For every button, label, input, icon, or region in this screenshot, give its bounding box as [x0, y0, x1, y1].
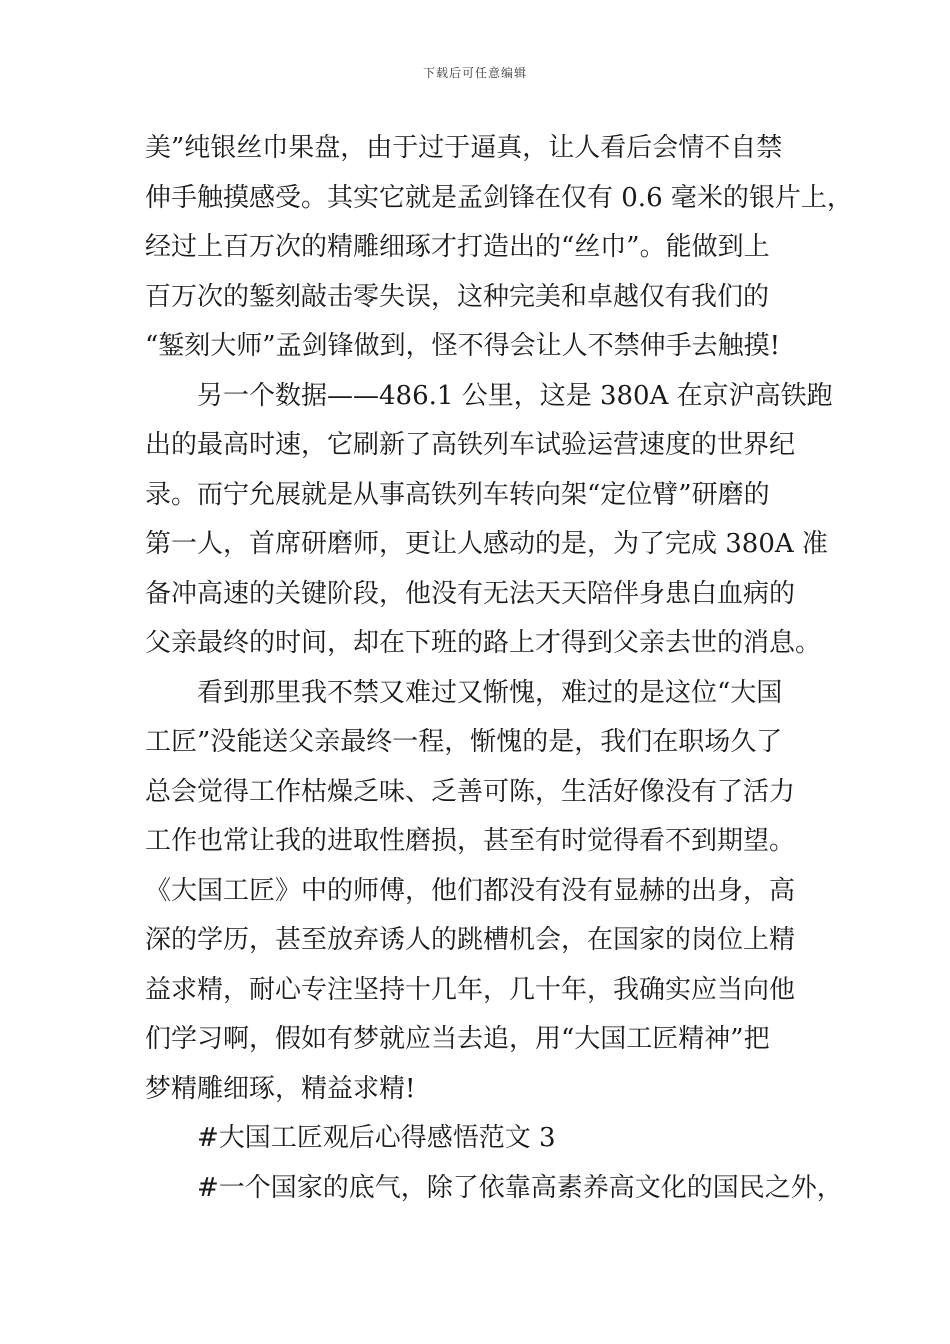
text-line: 益求精，耐心专注坚持十几年，几十年，我确实应当向他 — [145, 974, 796, 1005]
text-line: 经过上百万次的精雕细琢才打造出的“丝巾”。能做到上 — [145, 232, 770, 262]
paragraph-first-line: 另一个数据——486.1 公里，这是 380A 在京沪高铁跑 — [197, 380, 833, 411]
text-line: 们学习啊，假如有梦就应当去追，用“大国工匠精神”把 — [145, 1024, 770, 1054]
paragraph-first-line: #一个国家的底气，除了依靠高素养高文化的国民之外， — [197, 1172, 843, 1203]
text-line: 备冲高速的关键阶段，他没有无法天天陪伴身患白血病的 — [145, 578, 796, 609]
section-heading: #大国工匠观后心得感悟范文 3 — [197, 1123, 556, 1153]
text-line: 出的最高时速，它刷新了高铁列车试验运营速度的世界纪 — [145, 430, 796, 460]
text-line: 录。而宁允展就是从事高铁列车转向架“定位臂”研磨的 — [145, 479, 770, 510]
text-line: 百万次的錾刻敲击零失误，这种完美和卓越仅有我们的 — [145, 281, 770, 312]
text-line: 总会觉得工作枯燥乏味、乏善可陈，生活好像没有了活力 — [145, 776, 796, 807]
text-line: 第一人，首席研磨师，更让人感动的是，为了完成 380A 准 — [145, 529, 828, 559]
text-line: “錾刻大师”孟剑锋做到，怪不得会让人不禁伸手去触摸! — [145, 331, 781, 361]
text-line: 美”纯银丝巾果盘，由于过于逼真，让人看后会情不自禁 — [145, 133, 783, 163]
text-line: 梦精雕细琢，精益求精! — [145, 1073, 416, 1104]
text-line: 父亲最终的时间，却在下班的路上才得到父亲去世的消息。 — [145, 628, 822, 658]
document-body — [145, 124, 853, 1213]
paragraph-first-line: 看到那里我不禁又难过又惭愧，难过的是这位“大国 — [197, 677, 783, 708]
text-line: 工作也常让我的进取性磨损，甚至有时觉得看不到期望。 — [145, 826, 796, 856]
page-header-note: 下载后可任意编辑 — [422, 66, 527, 80]
text-line: 工匠”没能送父亲最终一程，惭愧的是，我们在职场久了 — [145, 727, 783, 757]
text-line: 伸手触摸感受。其实它就是孟剑锋在仅有 0.6 毫米的银片上， — [145, 182, 853, 213]
text-line: 《大国工匠》中的师傅，他们都没有没有显赫的出身，高 — [145, 875, 796, 906]
text-line: 深的学历，甚至放弃诱人的跳槽机会，在国家的岗位上精 — [145, 925, 796, 955]
